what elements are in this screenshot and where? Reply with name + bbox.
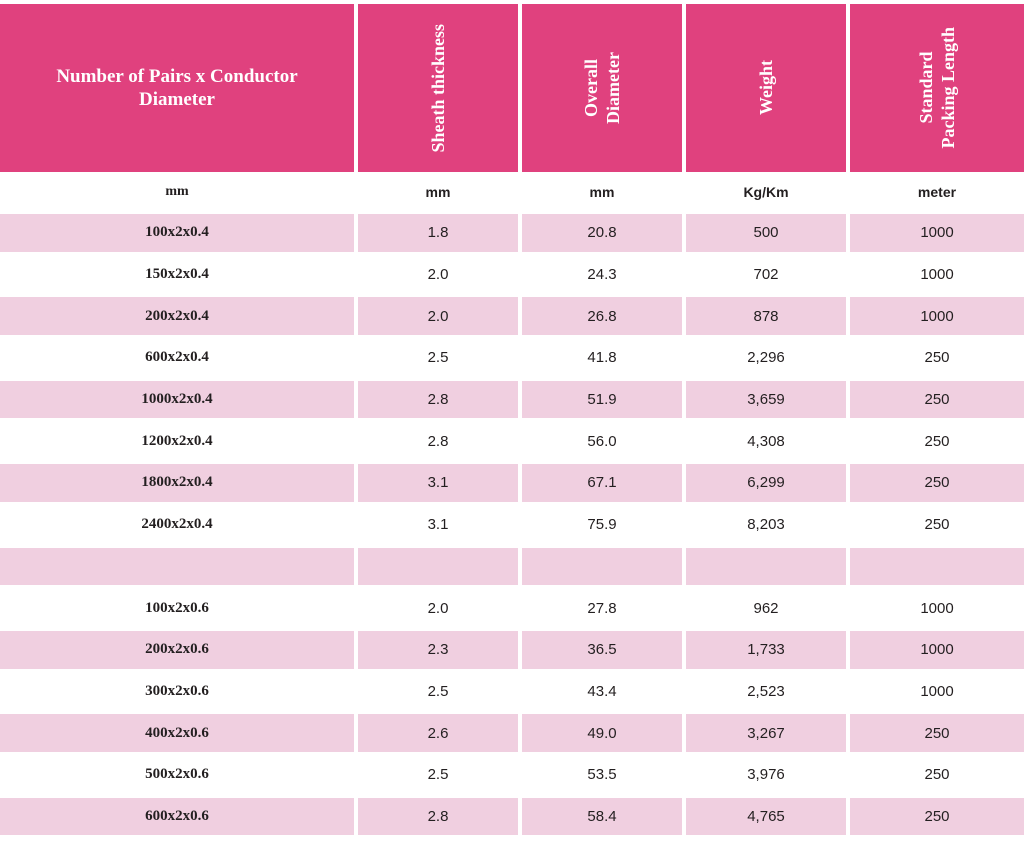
cell-sheath-thickness: 2.8 (358, 798, 518, 836)
cell-weight: 1,733 (686, 631, 846, 669)
cell-packing-length: 1000 (920, 266, 954, 284)
cell-sheath-thickness: 2.8 (427, 432, 449, 450)
cell-pairs-conductor: 400x2x0.6 (0, 714, 354, 752)
cell-sheath-thickness: 2.6 (358, 714, 518, 752)
cell-pairs-conductor: 200x2x0.4 (0, 297, 354, 335)
cell-overall-diameter: 36.5 (522, 631, 682, 669)
cell-weight: 500 (686, 214, 846, 252)
unit-cell: mm (425, 184, 451, 200)
header-sheath-thickness-label: Sheath thickness (428, 23, 448, 153)
cell-weight: 878 (686, 297, 846, 335)
cell-sheath-thickness: 2.5 (427, 682, 449, 700)
cell-overall-diameter: 51.9 (522, 381, 682, 419)
cell-weight: 6,299 (686, 464, 846, 502)
cell-sheath-thickness: 2.5 (427, 766, 449, 784)
cell-packing-length: 1000 (920, 682, 954, 700)
cell-overall-diameter: 56.0 (587, 432, 617, 450)
cell-weight: 3,976 (747, 766, 785, 784)
cell-sheath-thickness: 2.5 (427, 349, 449, 367)
cell-overall-diameter: 58.4 (522, 798, 682, 836)
cell-packing-length: 1000 (850, 297, 1024, 335)
cell-overall-diameter: 43.4 (587, 682, 617, 700)
header-weight (686, 4, 846, 172)
cell-pairs-conductor: 600x2x0.4 (145, 349, 209, 366)
cell-pairs-conductor: 1200x2x0.4 (141, 432, 213, 449)
cell-weight: 3,659 (686, 381, 846, 419)
header-weight-label: Weight (756, 60, 776, 116)
cell-sheath-thickness: 2.3 (358, 631, 518, 669)
cell-packing-length: 250 (924, 516, 950, 534)
cell-pairs-conductor: 150x2x0.4 (145, 266, 209, 283)
cell-packing-length: 250 (924, 432, 950, 450)
cell-overall-diameter: 67.1 (522, 464, 682, 502)
cell-weight: 3,267 (686, 714, 846, 752)
cell-pairs-conductor: 300x2x0.6 (145, 682, 209, 699)
cell-overall-diameter: 75.9 (587, 516, 617, 534)
cell-sheath-thickness: 3.1 (358, 464, 518, 502)
cell-pairs-conductor: 2400x2x0.4 (141, 516, 213, 533)
unit-cell: Kg/Km (743, 184, 789, 200)
cell-pairs-conductor (0, 548, 354, 586)
header-pairs-conductor (0, 4, 354, 172)
cell-sheath-thickness: 2.0 (427, 599, 449, 617)
cell-packing-length: 250 (924, 766, 950, 784)
cell-weight: 2,296 (747, 349, 785, 367)
header-pairs-conductor-label: Number of Pairs x Conductor Diameter (56, 66, 298, 110)
cell-overall-diameter: 53.5 (587, 766, 617, 784)
cell-pairs-conductor: 600x2x0.6 (0, 798, 354, 836)
cell-overall-diameter (522, 548, 682, 586)
cell-overall-diameter: 41.8 (587, 349, 617, 367)
cell-weight: 702 (753, 266, 779, 284)
cell-packing-length (850, 548, 1024, 586)
header-overall-diameter (522, 4, 682, 172)
header-packing-length-label: Standard Packing Length (916, 27, 958, 149)
cell-packing-length: 250 (850, 464, 1024, 502)
cell-pairs-conductor: 200x2x0.6 (0, 631, 354, 669)
cell-weight: 8,203 (747, 516, 785, 534)
cell-overall-diameter: 49.0 (522, 714, 682, 752)
cell-weight: 4,765 (686, 798, 846, 836)
header-sheath-thickness (358, 4, 518, 172)
cell-packing-length: 250 (924, 349, 950, 367)
cell-packing-length: 250 (850, 714, 1024, 752)
header-overall-diameter-label: Overall Diameter (581, 52, 623, 124)
cell-sheath-thickness (358, 548, 518, 586)
cell-pairs-conductor: 1000x2x0.4 (0, 381, 354, 419)
cell-overall-diameter: 26.8 (522, 297, 682, 335)
cell-sheath-thickness: 1.8 (358, 214, 518, 252)
cell-pairs-conductor: 100x2x0.6 (145, 599, 209, 616)
cell-weight: 2,523 (747, 682, 785, 700)
cell-packing-length: 250 (850, 381, 1024, 419)
cell-sheath-thickness: 3.1 (427, 516, 449, 534)
cell-overall-diameter: 24.3 (587, 266, 617, 284)
cell-packing-length: 1000 (850, 631, 1024, 669)
cell-packing-length: 1000 (850, 214, 1024, 252)
header-packing-length (850, 4, 1024, 172)
cell-pairs-conductor: 1800x2x0.4 (0, 464, 354, 502)
cell-pairs-conductor: 100x2x0.4 (0, 214, 354, 252)
unit-cell: mm (589, 184, 615, 200)
cell-packing-length: 250 (850, 798, 1024, 836)
cell-weight (686, 548, 846, 586)
cell-overall-diameter: 20.8 (522, 214, 682, 252)
cell-sheath-thickness: 2.0 (358, 297, 518, 335)
cell-weight: 4,308 (747, 432, 785, 450)
cell-sheath-thickness: 2.0 (427, 266, 449, 284)
unit-cell: meter (917, 184, 957, 200)
unit-cell: mm (165, 184, 189, 199)
cell-sheath-thickness: 2.8 (358, 381, 518, 419)
cell-overall-diameter: 27.8 (587, 599, 617, 617)
cell-pairs-conductor: 500x2x0.6 (145, 766, 209, 783)
cell-weight: 962 (753, 599, 779, 617)
cell-packing-length: 1000 (920, 599, 954, 617)
